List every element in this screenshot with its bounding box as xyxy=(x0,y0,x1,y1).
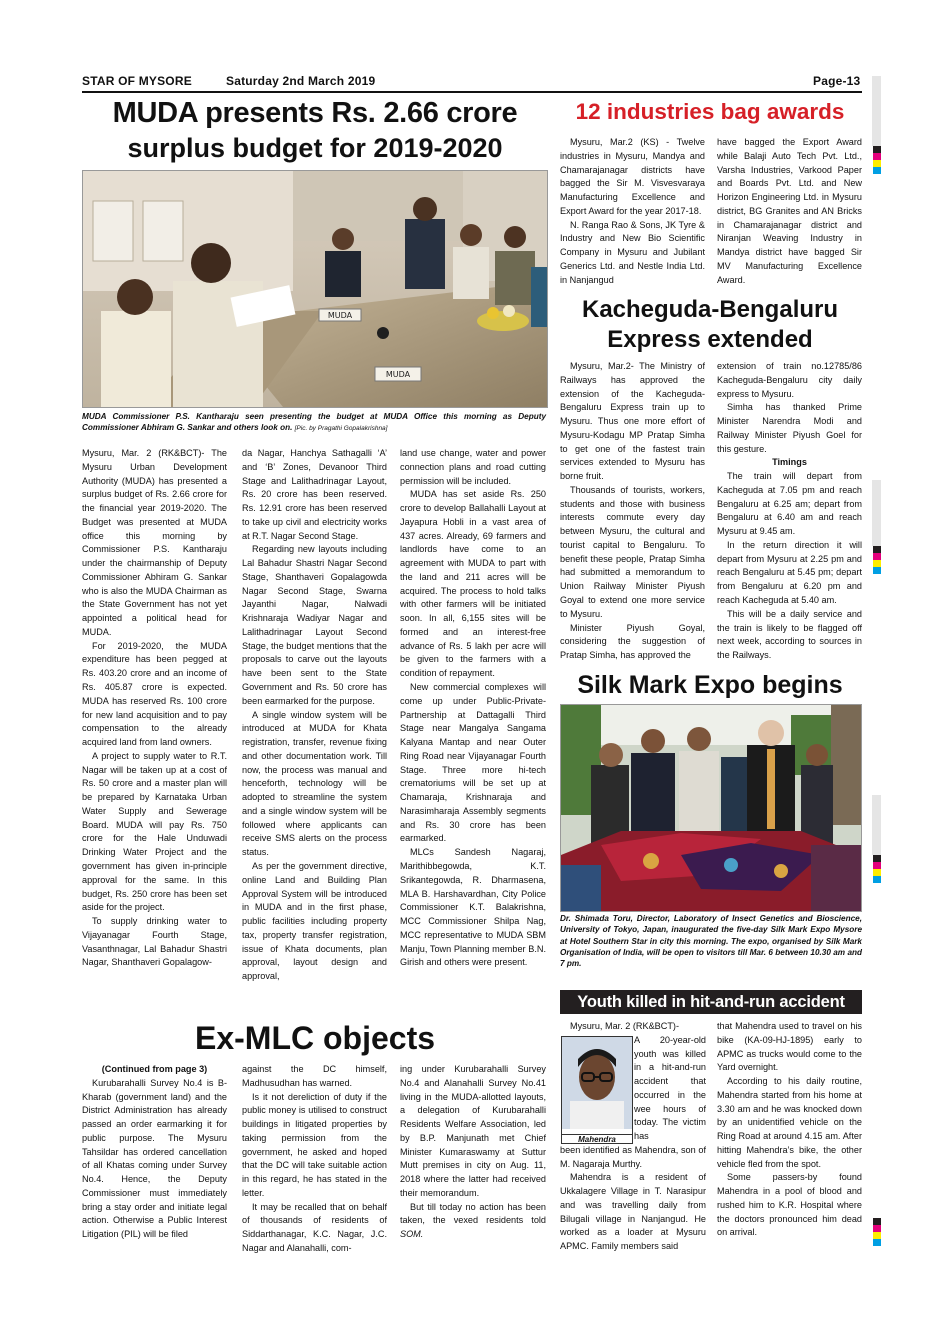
youth-paragraph: A 20-year-old youth was killed in a hit-and-run accident that occurred in the wee hours of today. The victim has xyxy=(634,1034,706,1142)
muda-photo-caption xyxy=(82,411,546,434)
header-rule xyxy=(82,91,862,93)
train-paragraph: This will be a daily service and the train is likely to be flagged off next week, according to sources in the Railways. xyxy=(717,608,862,661)
nameplate-1: MUDA xyxy=(327,311,353,320)
photo-credit: [Pic. by Pragathi Gopalakrishna] xyxy=(294,425,388,433)
exmlc-paragraph: Kurubarahalli Survey No.4 is B-Kharab (government land) and the District Administration has already passed an order earmarking it for public purpose. The Mysuru Tahsildar has ordered cancellation of all Khatas coming under Survey No.4. Hence, the Deputy Commissioner must immediately bring a stay order and initiate legal action. Otherwise a Public Interest Litigation (PIL) will be filed xyxy=(82,1077,227,1240)
nameplate-2: MUDA xyxy=(385,370,411,379)
page-number: Page-13 xyxy=(813,74,861,88)
margin-tint-bar xyxy=(872,795,881,855)
youth-paragraph: Some passers-by found Mahendra in a pool of blood and rushed him to K.R. Hospital where the doctors pronounced him dead on arrival. xyxy=(717,1172,862,1238)
exmlc-paragraph: Is it not dereliction of duty if the public money is utilised to construct buildings in litigated properties by taking permission from the government, he asked and hoped that the DC will take suitable action in this regard, he has stated in the letter. xyxy=(242,1091,387,1198)
muda-headline-line1: MUDA presents Rs. 2.66 crore xyxy=(112,97,518,129)
muda-column-3 xyxy=(400,447,546,982)
registration-mark-magenta xyxy=(873,553,881,560)
exmlc-paragraph: ing under Kurubarahalli Survey No.4 and Alanahalli Survey No.41 living in the MUDA-allotted layouts, a delegation of Kurubarahalli Residents Welfare Association, led by B.P. Manjunath met Chief Minister Kumaraswamy at Suttur Mutt premises in city on Aug. 11, 2018 where the latter had received their memorandum. xyxy=(400,1064,546,1198)
issue-date: Saturday 2nd March 2019 xyxy=(226,74,376,88)
registration-mark-black xyxy=(873,546,881,553)
margin-tint-bar xyxy=(872,480,881,546)
train-paragraph: extension of train no.12785/86 Kacheguda-Bengaluru city daily express to Mysuru. xyxy=(717,361,862,399)
youth-paragraph: that Mahendra used to travel on his bike (KA-09-HJ-1895) early to APMC as trucks would come to the Yard overnight. xyxy=(717,1021,862,1073)
mugshot-caption: Mahendra xyxy=(562,1134,632,1144)
youth-column-2 xyxy=(717,1020,862,1270)
silk-photo-caption: Dr. Shimada Toru, Director, Laboratory of Insect Genetics and Bioscience, University of Tokyo, Japan, inaugurated the five-day Silk Mark Expo Mysore at Hotel Southern Star in city this morning. The expo, organised by Silk Mark Organisation of India, will be open to visitors till Mar. 6 between 10.30 am and 7 pm. xyxy=(560,914,862,969)
exmlc-paragraph: against the DC himself, Madhusudhan has warned. xyxy=(242,1064,387,1088)
muda-paragraph: Mysuru, Mar. 2 (RK&BCT)- The Mysuru Urban Development Authority (MUDA) has presented a surplus budget of Rs. 2.66 crore for the financial year 2019-2020. The Budget was presented at MUDA office this morning by Commissioner P.S. Kantharaju under the chairmanship of Deputy Commissioner Abhiram G. Sankar who is also the MUDA Chairman as the State Government has not yet appointed a political head for MUDA. xyxy=(82,448,227,637)
youth-dateline: Mysuru, Mar. 2 (RK&BCT)- xyxy=(570,1021,680,1031)
exmlc-paragraph: It may be recalled that on behalf of thousands of residents of Siddarthanagar, K.C. Nagar, J.C. Nagar and Alanahalli, com- xyxy=(242,1201,387,1253)
train-paragraph: Thousands of tourists, workers, students and those with business interests commute every day between Mysuru, the cultural and tourist capital to Bengaluru. To benefit these people, Pratap Simha had submitted a memorandum to Union Railway Minister Piyush Goyal to extend one more service to Mysuru. xyxy=(560,484,705,619)
registration-mark-yellow xyxy=(873,160,881,167)
registration-mark-magenta xyxy=(873,153,881,160)
continued-from-label: (Continued from page 3) xyxy=(101,1064,208,1074)
exmlc-paragraph: But till today no action has been taken, the vexed residents told xyxy=(400,1201,546,1226)
train-paragraph: Mysuru, Mar.2- The Ministry of Railways has approved the extension of the Kacheguda-Bengaluru Express train up to Mysuru. Thus one more effort of Mysuru-Kodagu MP Pratap Simha to get one of the fastest train services extended to Mysuru has borne fruit. xyxy=(560,361,705,482)
registration-mark-yellow xyxy=(873,560,881,567)
timings-subhead: Timings xyxy=(772,457,807,468)
muda-paragraph: da Nagar, Hanchya Sathagalli ‘A’ and ‘B’ Zones, Devanoor Third Stage and Lalithadrinagar Layout, Rs. 20 crore has been reserved. Rs. 12.91 crore has been reserved to take up civil and electricity works at R.T. Nagar Second Stage. xyxy=(242,448,387,541)
youth-paragraph: According to his daily routine, Mahendra started from his home at 3.30 am and he was knocked down by an unidentified vehicle on the Ring Road at around 4.15 am. After hitting Mahendra’s bike, the other vehicle fled from the spot. xyxy=(717,1076,862,1169)
youth-column-1 xyxy=(560,1020,706,1270)
exmlc-column-1 xyxy=(82,1063,227,1263)
muda-paragraph: As per the government directive, online Land and Building Plan Approval System will be introduced in MUDA and in the first phase, public facilities including property tax, property transfer registration, issue of Khata documents, plan approval, layout design and approval, xyxy=(242,860,387,982)
muda-paragraph: MUDA has set aside Rs. 250 crore to develop Ballahalli Layout at Jayapura Hobli in a vast area of 437 acres. Already, 69 farmers and landlords have come to an agreement with MUDA to part with the land and 211 acres will be acquired. The process to hold talks with other farmers will be initiated soon. In all, 6,155 sites will be formed and an interest-free advance of Rs. 5 lakh per acre will be given to the farmers with a condition of repayment. xyxy=(400,489,546,679)
awards-headline: 12 industries bag awards xyxy=(575,99,845,124)
muda-paragraph: To supply drinking water to Vijayanagar Fourth Stage, Vasanthnagar, Lal Bahadur Shastri Nagar, Shanthaveri Gopalagow- xyxy=(82,916,227,968)
exmlc-column-2 xyxy=(242,1063,387,1263)
train-paragraph: Simha has thanked Prime Minister Narendra Modi and Railway Minister Piyush Goel for this gesture. xyxy=(717,402,862,454)
silk-headline: Silk Mark Expo begins xyxy=(577,671,843,699)
registration-mark-cyan xyxy=(873,1239,881,1246)
awards-paragraph: N. Ranga Rao & Sons, JK Tyre & Industry and New Bio Scientific Company in Mysuru and Jubilant Generics Ltd. and Nestle India Ltd. in Nanjangud xyxy=(560,219,705,285)
muda-paragraph: land use change, water and power connection plans and road cutting permission will be included. xyxy=(400,448,546,486)
margin-tint-bar xyxy=(872,76,881,146)
youth-paragraph: been identified as Mahendra, son of M. Nagaraja Murthy. xyxy=(560,1144,706,1169)
registration-mark-cyan xyxy=(873,167,881,174)
train-headline-line2: Express extended xyxy=(607,326,813,353)
muda-paragraph: New commercial complexes will come up under Public-Private-Partnership at Dattagalli Third Stage near Mangalya Sangama Kalyana Mantap and near Outer Ring Road near Vijayanagar Fourth Stage. Three more hi-tech crematoriums will be set up at Chamaraja, Krishnaraja and Narasimharaja Assembly segments and Rs. 30 crore has been earmarked. xyxy=(400,682,546,844)
exmlc-headline: Ex-MLC objects xyxy=(194,1020,436,1056)
registration-mark-yellow xyxy=(873,1232,881,1239)
awards-paragraph: have bagged the Export Award while Balaji Auto Tech Pvt. Ltd., Varsha Industries, Varkood Paper and Boards Pvt. Ltd. and New Horizon Engineering Ltd. in Mysuru district, BG Granites and AN Bricks in Chamarajanagar district and Niranjan Weaving Industry in Mandya district have bagged Sir MV Manufacturing Excellence Award. xyxy=(717,137,862,285)
registration-mark-magenta xyxy=(873,1225,881,1232)
registration-mark-black xyxy=(873,1218,881,1225)
muda-paragraph: Regarding new layouts including Lal Bahadur Shastri Nagar Second Stage, Shanthaveri Gopalagowda Nagar Second Stage, Swarna Jayanthi Nagar, Nalwadi Krishnaraja Wadiyar Nagar and Lalithadrinagar Layout Second Stage, the budget mentions that the proposals to carve out the layouts have been sent to the State Government and Rs. 50 crore has been earmarked for the purpose. xyxy=(242,544,387,706)
awards-column-2 xyxy=(717,136,862,296)
youth-headline-banner: Youth killed in hit-and-run accident xyxy=(560,990,862,1014)
registration-mark-black xyxy=(873,855,881,862)
train-paragraph: Minister Piyush Goyal, considering the suggestion of Pratap Simha, has approved the xyxy=(560,622,705,661)
awards-paragraph: Mysuru, Mar.2 (KS) - Twelve industries in Mysuru, Mandya and Chamarajanagar districts have bagged the Sir M. Visvesvaraya Manufacturing Excellence and Export Award for the year 2017-18. xyxy=(560,137,705,216)
train-paragraph: In the return direction it will depart from Mysuru at 2.25 pm and reach Bengaluru at 5.45 pm; depart from Bengaluru at 6.20 pm and reach Kacheguda at 5.40 am. xyxy=(717,539,862,606)
registration-mark-cyan xyxy=(873,876,881,883)
muda-caption-text: MUDA Commissioner P.S. Kantharaju seen presenting the budget at MUDA Office this morning as Deputy Commissioner Abhiram G. Sankar and others look on. xyxy=(82,412,546,433)
som-signoff: SOM. xyxy=(400,1229,424,1240)
registration-mark-yellow xyxy=(873,869,881,876)
silk-expo-illustration xyxy=(561,705,861,911)
registration-mark-magenta xyxy=(873,862,881,869)
muda-paragraph: MLCs Sandesh Nagaraj, Marithibbegowda, K.T. Srikantegowda, R. Dharmasena, MLA B. Harshavardhan, City Police Commissioner K.T. Balakrishna, MCC Commissioner Shilpa Nag, MCC representative to MUDA SBM Manju, Town Planning member B.N. Girish and others were present. xyxy=(400,847,546,968)
train-column-2 xyxy=(717,360,862,668)
registration-mark-black xyxy=(873,146,881,153)
train-headline-line1: Kacheguda-Bengaluru xyxy=(581,296,839,323)
awards-column-1 xyxy=(560,136,705,296)
muda-meeting-illustration xyxy=(83,171,547,407)
muda-headline-line2: surplus budget for 2019-2020 xyxy=(127,133,503,163)
train-column-1 xyxy=(560,360,705,668)
muda-meeting-photo xyxy=(82,170,548,408)
registration-mark-cyan xyxy=(873,567,881,574)
youth-paragraph: Mahendra is a resident of Ukkalagere Village in T. Narasipur and was travelling daily from Bilugali village in Nanjangud. He worked as a loader at Mysuru APMC. Family members said xyxy=(560,1172,706,1252)
paper-name: STAR OF MYSORE xyxy=(82,74,192,88)
muda-column-2 xyxy=(242,447,387,982)
muda-paragraph: A project to supply water to R.T. Nagar will be taken up at a cost of Rs. 50 crore and a master plan will be prepared by Karnataka Urban Water Supply and Sewerage Board. MUDA will pay Rs. 750 crore for the Hale Unduwadi Drinking Water Project and the government has given in-principle approval for the same. In this budget, Rs. 250 crore has been set aside for the project. xyxy=(82,750,227,913)
exmlc-column-3 xyxy=(400,1063,546,1263)
train-paragraph: The train will depart from Kacheguda at 7.05 pm and reach Bengaluru at 6.25 am; depart from Bengaluru at 6.40 am and reach Mysuru at 9.45 am. xyxy=(717,471,862,537)
muda-paragraph: A single window system will be introduced at MUDA for Khata registration, transfer, revenue fixing and other documentation work. Till now, the process was manual and henceforth, technology will be adopted to streamline the system and a single window system will be followed where applicants can receive SMS alerts on the process status. xyxy=(242,709,387,858)
muda-column-1 xyxy=(82,447,227,982)
silk-expo-photo xyxy=(560,704,862,912)
muda-paragraph: For 2019-2020, the MUDA expenditure has been pegged at Rs. 403.20 crore and an income of Rs. 405.87 crore is expected. MUDA has reserved Rs. 100 crore for new land acquisition and to pay compensation to the already acquired land from land owners. xyxy=(82,640,227,748)
